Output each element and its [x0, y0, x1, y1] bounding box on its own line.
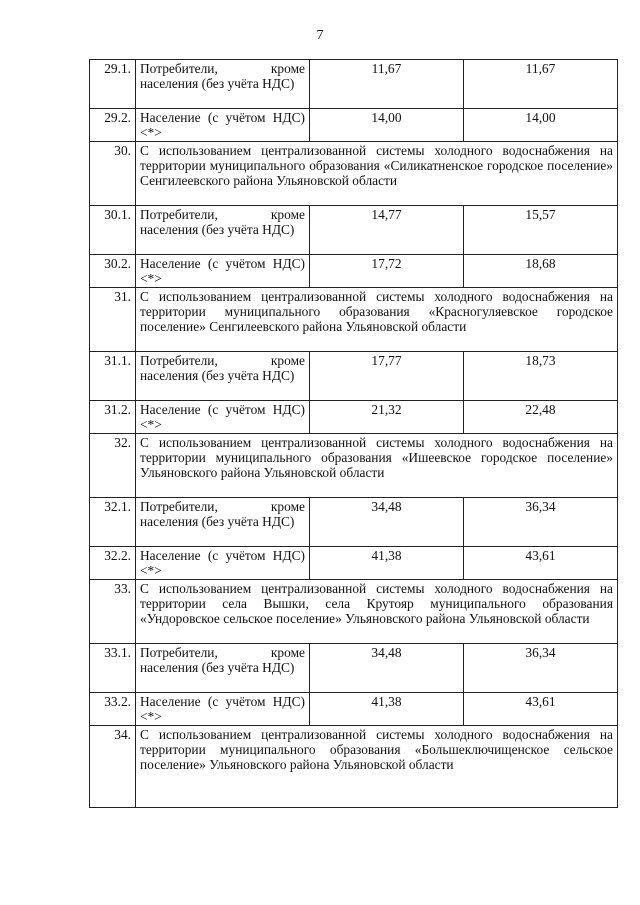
section-row — [90, 142, 618, 206]
row-number: 30.2. — [90, 255, 136, 288]
row-number: 29.2. — [90, 109, 136, 142]
consumer-category: Население (с учётом НДС) <*> — [136, 255, 310, 288]
table-row — [90, 644, 618, 693]
consumer-category: Потребители, кроме населения (без учёта НДС) — [136, 644, 310, 693]
tariff-value-period-2: 18,68 — [464, 255, 618, 288]
table-row — [90, 255, 618, 288]
consumer-category: Потребители, кроме населения (без учёта НДС) — [136, 352, 310, 401]
section-row — [90, 288, 618, 352]
row-number: 30.1. — [90, 206, 136, 255]
table-row — [90, 401, 618, 434]
tariff-value-period-1: 21,32 — [310, 401, 464, 434]
tariff-value-period-2: 43,61 — [464, 547, 618, 580]
page-number: 7 — [316, 28, 324, 43]
row-number: 33. — [90, 580, 136, 644]
section-title: С использованием централизованной системы холодного водоснабжения на территории муниципального образования «Силикатненское городское поселение» Сенгилеевского района Ульяновской области — [136, 142, 618, 206]
section-row — [90, 580, 618, 644]
table-row — [90, 498, 618, 547]
tariff-value-period-2: 14,00 — [464, 109, 618, 142]
tariff-value-period-1: 34,48 — [310, 498, 464, 547]
consumer-category: Потребители, кроме населения (без учёта НДС) — [136, 206, 310, 255]
section-title: С использованием централизованной системы холодного водоснабжения на территории муниципального образования «Ишеевское городское поселение» Ульяновского района Ульяновской области — [136, 434, 618, 498]
table-row — [90, 547, 618, 580]
tariff-value-period-1: 41,38 — [310, 693, 464, 726]
tariff-value-period-1: 14,77 — [310, 206, 464, 255]
row-number: 31.1. — [90, 352, 136, 401]
section-row — [90, 434, 618, 498]
section-row — [90, 726, 618, 808]
row-number: 31.2. — [90, 401, 136, 434]
section-title: С использованием централизованной системы холодного водоснабжения на территории муниципального образования «Красногуляевское городское поселение» Сенгилеевского района Ульяновской области — [136, 288, 618, 352]
table-row — [90, 109, 618, 142]
consumer-category: Население (с учётом НДС) <*> — [136, 547, 310, 580]
row-number: 29.1. — [90, 60, 136, 109]
consumer-category: Население (с учётом НДС) <*> — [136, 693, 310, 726]
tariff-value-period-1: 34,48 — [310, 644, 464, 693]
table-row — [90, 352, 618, 401]
tariff-value-period-1: 41,38 — [310, 547, 464, 580]
tariff-value-period-2: 36,34 — [464, 644, 618, 693]
tariff-value-period-2: 43,61 — [464, 693, 618, 726]
row-number: 30. — [90, 142, 136, 206]
row-number: 32.1. — [90, 498, 136, 547]
row-number: 32. — [90, 434, 136, 498]
tariff-value-period-1: 17,77 — [310, 352, 464, 401]
section-title: С использованием централизованной системы холодного водоснабжения на территории муниципального образования «Большеключищенское сельское поселение» Ульяновского района Ульяновской области — [136, 726, 618, 808]
tariff-value-period-2: 22,48 — [464, 401, 618, 434]
table-row — [90, 60, 618, 109]
tariff-value-period-1: 17,72 — [310, 255, 464, 288]
table-row — [90, 206, 618, 255]
consumer-category: Потребители, кроме населения (без учёта НДС) — [136, 498, 310, 547]
tariff-value-period-2: 15,57 — [464, 206, 618, 255]
row-number: 33.1. — [90, 644, 136, 693]
tariff-value-period-2: 11,67 — [464, 60, 618, 109]
row-number: 34. — [90, 726, 136, 808]
consumer-category: Потребители, кроме населения (без учёта НДС) — [136, 60, 310, 109]
tariff-value-period-2: 18,73 — [464, 352, 618, 401]
consumer-category: Население (с учётом НДС) <*> — [136, 109, 310, 142]
row-number: 31. — [90, 288, 136, 352]
tariff-table — [89, 59, 618, 808]
tariff-value-period-1: 11,67 — [310, 60, 464, 109]
tariff-value-period-2: 36,34 — [464, 498, 618, 547]
consumer-category: Население (с учётом НДС) <*> — [136, 401, 310, 434]
row-number: 33.2. — [90, 693, 136, 726]
section-title: С использованием централизованной системы холодного водоснабжения на территории села Вышки, села Крутояр муниципального образования «Ундоровское сельское поселение» Ульяновского района Ульяновской области — [136, 580, 618, 644]
table-row — [90, 693, 618, 726]
row-number: 32.2. — [90, 547, 136, 580]
tariff-value-period-1: 14,00 — [310, 109, 464, 142]
